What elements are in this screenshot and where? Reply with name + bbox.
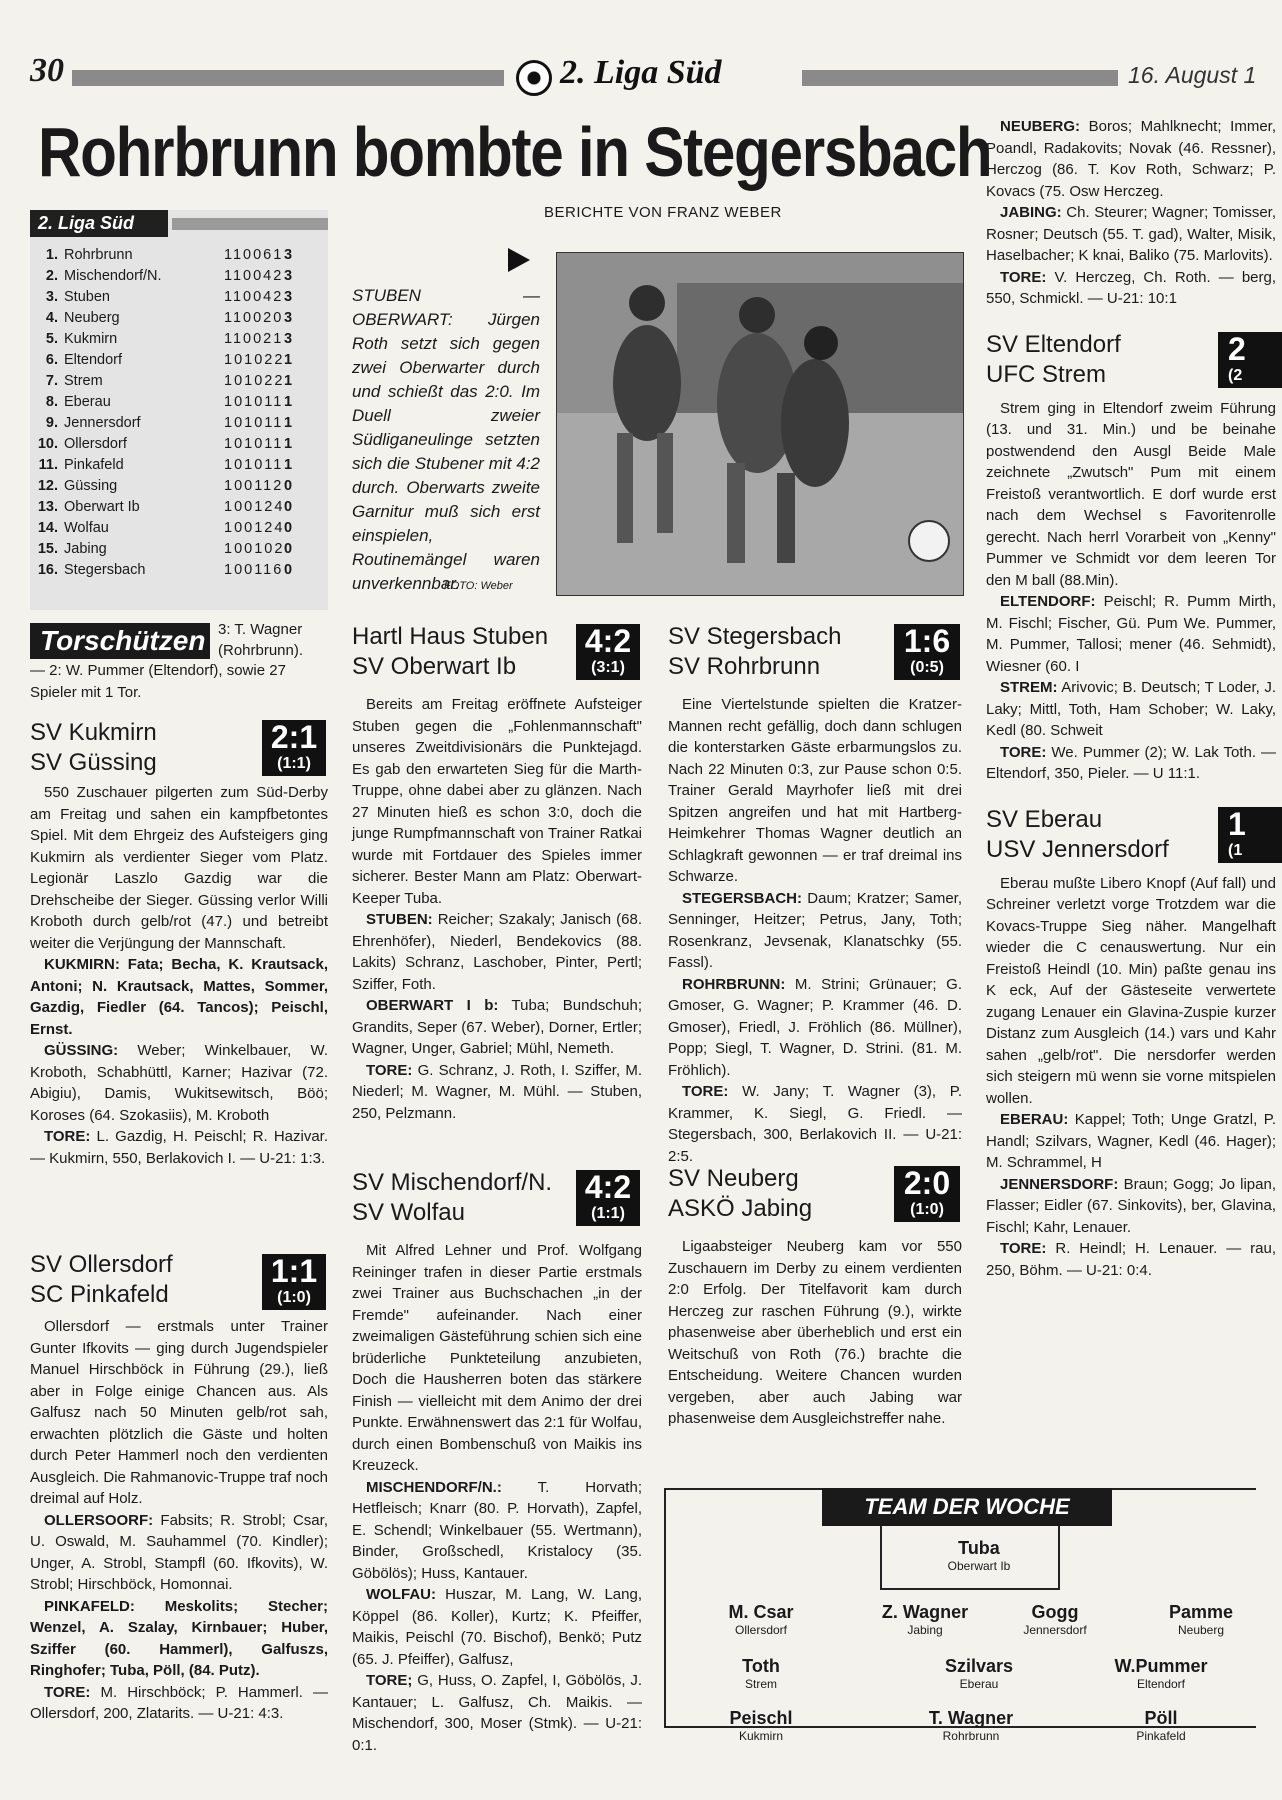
- football-icon: [516, 60, 552, 96]
- lineup-text: Kappel; Toth; Unge Gratzl, P. Handl; Szilvars, Wagner, Kedl (46. Hager); M. Schrammel, H: [986, 1111, 1276, 1171]
- section-title: 2. Liga Süd: [560, 54, 722, 91]
- lineup-text: Huszar, M. Lang, W. Lang, Köppel (86. Koller), Kurtz; K. Pfeiffer, Maikis, Peischl (70. Bischof), Benkö; Putz (65. J. Pfeiffer), Galfusz,: [352, 1586, 642, 1668]
- position: 14.: [37, 520, 58, 536]
- standings-row: [30, 371, 328, 392]
- lineup-text: Reicher; Szakaly; Janisch (68. Ehrenhöfer), Niederl, Bendekovics (88. Lakits) Schranz, Laschober, Pinter, Pertl; Sziffer, Foth.: [352, 911, 642, 993]
- lineup-label: ELTENDORF:: [1000, 593, 1096, 610]
- match-title: [986, 805, 1169, 865]
- lineup-label: OBERWART I b:: [366, 997, 499, 1014]
- final-score: 4:2: [584, 623, 632, 659]
- score-box: [576, 1170, 640, 1226]
- away-team: SV Oberwart Ib: [352, 653, 517, 680]
- team-stats: 110061: [224, 247, 284, 263]
- standings-row: [30, 497, 328, 518]
- team-stats: 101022: [224, 373, 285, 389]
- team-name: Stuben: [64, 289, 110, 305]
- goals-label: TORE:: [682, 1083, 729, 1100]
- standings-row: [30, 287, 328, 308]
- home-team: SV Eberau: [986, 805, 1103, 833]
- report-text: Ligaabsteiger Neuberg kam vor 550 Zuschauern im Derby zu einem verdienten 2:0 Erfolg. Der Titelfavorit kam durch Herczeg zur raschen Führung (9.), wirkte phasenweise aber überheblich und erst ein Weitschuß von Roth (76.) brachte die Entscheidung. Weitere Chancen wurden vergeben, aber auch Jabing war phasenweise dem Ausgleichstreffer nahe.: [668, 1238, 962, 1427]
- standings-table: [30, 210, 328, 610]
- position: 13.: [37, 499, 58, 515]
- match-report: [30, 782, 328, 1169]
- player-club: Pinkafeld: [1136, 1729, 1186, 1743]
- scorers-top-text: 3: T. Wagner (Rohrbrunn).: [218, 621, 304, 659]
- goals-text: R. Heindl; H. Lenauer. — rau, 250, Böhm. — U-21: 0:4.: [986, 1240, 1277, 1279]
- goals-label: TORE:: [1000, 1240, 1047, 1257]
- team-points: 0: [284, 499, 293, 515]
- lineup-text: Boros; Mahlknecht; Immer, Poandl, Radakovits; Novak (46. Ressner), Herczog (86. T. Kov Roth, Schwarz; P. Kovacs (75. Osw Herczeg.: [986, 118, 1276, 200]
- team-name: Wolfau: [64, 520, 109, 536]
- team-points: 1: [284, 436, 293, 452]
- team-name: Eberau: [64, 394, 111, 410]
- final-score: 4:2: [584, 1169, 632, 1205]
- report-text: Eine Viertelstunde spielten die Kratzer-Mannen recht gefällig, doch dann schlugen die konterstarken Gäste erbarmungslos zu. Nach 22 Minuten 0:3, zur Pause schon 0:5. Trainer Gerald Mayrhofer ließ mit drei Spitzen angreifen und hat mit Hartberg-Heimkehrer Thomas Wagner deutlich an Schlagkraft gewonnen — er traf dreimal ins Schwarze.: [668, 696, 962, 885]
- player-club: Ollersdorf: [734, 1623, 787, 1637]
- lineup-text: Arivovic; B. Deutsch; T Loder, J. Laky; Mittl, Toth, Ham Schober; W. Laky, Kedl (80. Schweit: [986, 679, 1277, 739]
- team-of-week-player: [706, 1656, 816, 1691]
- team-stats: 101011: [224, 457, 284, 473]
- match-ollersdorf-pinkafeld-title: [30, 1250, 173, 1310]
- final-score: 1:6: [903, 623, 951, 659]
- team-stats: 110020: [224, 310, 284, 326]
- lineup-text: Meskolits; Stecher; Wenzel, A. Szalay, Kirnbauer; Huber, Sziffer (60. Hammerl), Galfuszs, Ringhofer; Tuba, Pöll, (84. Putz).: [30, 1597, 329, 1679]
- team-points: 3: [284, 310, 293, 326]
- team-of-week-player: [706, 1602, 816, 1637]
- score-box: [1218, 807, 1282, 863]
- byline: BERICHTE VON FRANZ WEBER: [544, 204, 782, 221]
- team-points: 3: [284, 289, 293, 305]
- standings-row: [30, 560, 328, 581]
- right-column: [986, 116, 1277, 1716]
- scorers-title: Torschützen: [30, 623, 210, 659]
- player-name: Tuba: [958, 1538, 1000, 1558]
- player-name: Pöll: [1144, 1708, 1178, 1728]
- score-box: [894, 624, 960, 680]
- player-club: Kukmirn: [738, 1729, 783, 1743]
- goals-label: TORE:: [366, 1061, 413, 1079]
- home-team: SV Mischendorf/N.: [352, 1169, 553, 1196]
- team-of-week-player: [706, 1708, 816, 1743]
- half-time-score: (1:1): [277, 755, 311, 772]
- away-team: SV Wolfau: [352, 1199, 465, 1226]
- lineup-label: KUKMIRN:: [44, 956, 120, 973]
- match-title: [986, 330, 1121, 390]
- lineup-label: MISCHENDORF/N.:: [366, 1478, 502, 1496]
- away-team: ASKÖ Jabing: [668, 1195, 813, 1222]
- home-team: SV Eltendorf: [986, 330, 1121, 358]
- player-club: Rohrbrunn: [942, 1729, 1000, 1743]
- player-club: Eberau: [959, 1677, 999, 1691]
- standings-row: [30, 476, 328, 497]
- team-name: Jabing: [64, 541, 107, 557]
- photo-illustration: [557, 253, 963, 595]
- away-team: USV Jennersdorf: [986, 835, 1169, 863]
- team-points: 0: [284, 520, 293, 536]
- match-report: [986, 873, 1276, 1282]
- lineup-label: STEGERSBACH:: [682, 889, 803, 907]
- team-points: 3: [284, 247, 293, 263]
- team-stats: 100116: [224, 562, 284, 578]
- goals-text: W. Jany; T. Wagner (3), P. Krammer, K. Siegl, G. Friedl. — Stegersbach, 300, Berlakovich II. — U-21: 2:5.: [668, 1083, 963, 1165]
- match-photo: [556, 252, 964, 596]
- report-text: Bereits am Freitag eröffnete Aufsteiger Stuben gegen die „Fohlenmannschaft" unseres Zweitdivisionärs die Punktejagd. Es gab den erwarteten Sieg für die Marth-Truppe, ohne dabei aber zu glänzen. Nach 27 Minuten hieß es schon 3:0, doch die junge Rumpfmannschaft von Trainer Ratkai wurde mit Fortdauer des Spieles immer sicherer. Bester Mann am Platz: Oberwart-Keeper Tuba.: [352, 696, 642, 907]
- lineup-label: STUBEN:: [366, 911, 433, 928]
- half-time-score: (1:0): [910, 1201, 944, 1218]
- lineup-label: JENNERSDORF:: [1000, 1175, 1119, 1193]
- header-rule-right: [802, 70, 1118, 86]
- away-team: UFC Strem: [986, 360, 1106, 388]
- lineup-label: EBERAU:: [1000, 1111, 1069, 1128]
- goals-text: We. Pummer (2); W. Lak Toth. — Eltendorf, 350, Pieler. — U 11:1.: [986, 743, 1276, 782]
- player-name: Gogg: [1031, 1602, 1079, 1622]
- position: 2.: [45, 268, 58, 284]
- team-points: 1: [284, 457, 293, 473]
- team-name: Jennersdorf: [64, 415, 141, 431]
- lineup-text: Peischl; R. Pumm Mirth, M. Fischl; Fischer, Gü. Pum We. Pummer, M. Pummer, Tallosi; mener (46. Sehmidt), Wiesner (60. I: [986, 593, 1276, 675]
- team-points: 0: [284, 541, 293, 557]
- team-name: Güssing: [64, 478, 118, 494]
- match-eberau-jennersdorf-header: [986, 799, 1254, 873]
- standings-row: [30, 413, 328, 434]
- team-name: Oberwart Ib: [64, 499, 140, 515]
- lineup-label: NEUBERG:: [1000, 118, 1081, 135]
- half-time-score: (1: [1228, 841, 1243, 859]
- goals-label: TORE:: [1000, 268, 1047, 286]
- half-time-score: (3:1): [591, 659, 625, 676]
- team-points: 1: [284, 415, 293, 431]
- player-name: M. Csar: [728, 1602, 794, 1622]
- standings-title-rule: [172, 218, 328, 230]
- away-team: SV Rohrbrunn: [668, 653, 821, 680]
- player-club: Oberwart Ib: [947, 1559, 1011, 1573]
- team-stats: 100102: [224, 541, 285, 557]
- headline-wrap: [38, 112, 1038, 192]
- player-name: W.Pummer: [1114, 1656, 1208, 1676]
- home-team: SV Ollersdorf: [30, 1251, 173, 1278]
- lineup-text: Fabsits; R. Strobl; Csar, U. Oswald, M. Sauhammel (70. Kindler); Unger, A. Strobl, Stampfl (60. Ifkovits), W. Strobl; Hirschböck, Homonnai.: [30, 1511, 328, 1593]
- team-stats: 110021: [224, 331, 284, 347]
- final-score: 2: [1228, 330, 1246, 367]
- team-of-week-title: TEAM DER WOCHE: [822, 1488, 1112, 1526]
- standings-title: 2. Liga Süd: [30, 210, 168, 237]
- position: 12.: [37, 478, 58, 494]
- match-report: [30, 1316, 328, 1725]
- photo-caption: STUBEN — OBERWART: Jürgen Roth setzt sich gegen zwei Oberwarter durch und schießt das 2:0. Im Duell zweier Südliganeulinge setzten sich die Stubener mit 4:2 durch. Oberwarts zweite Garnitur muß sich erst einspielen, Routinemängel waren unverkennbar.: [352, 286, 540, 593]
- team-stats: 110042: [224, 289, 284, 305]
- goals-label: TORE:: [1000, 743, 1047, 761]
- team-stats: 110042: [224, 268, 284, 284]
- position: 11.: [38, 457, 58, 473]
- goals-text: G, Huss, O. Zapfel, I, Göbölös, J. Kantauer; L. Galfusz, Ch. Maikis. — Mischendorf, 300, Moser (Stmk). — U-21: 0:1.: [352, 1672, 642, 1754]
- position: 7.: [45, 373, 58, 389]
- player-name: Z. Wagner: [881, 1602, 969, 1622]
- standings-row: [30, 455, 328, 476]
- goals-label: TORE;: [366, 1672, 413, 1689]
- goals-label: TORE:: [44, 1683, 91, 1701]
- player-name: Peischl: [729, 1708, 793, 1728]
- final-score: 1:1: [270, 1253, 318, 1289]
- team-of-week-player: [870, 1602, 980, 1637]
- player-name: T. Wagner: [928, 1708, 1014, 1728]
- lineup-text: Tuba; Bundschuh; Grandits, Seper (67. Weber), Dorner, Ertler; Wagner, Unger, Gabriel; Mühl, Nemeth.: [352, 997, 642, 1057]
- team-name: Rohrbrunn: [64, 247, 133, 263]
- photo-credit: FOTO: Weber: [444, 580, 513, 592]
- position: 10.: [37, 436, 58, 452]
- team-stats: 101022: [224, 352, 285, 368]
- lineup-label: WOLFAU:: [366, 1586, 436, 1603]
- position: 3.: [45, 289, 58, 305]
- score-box: [1218, 332, 1282, 388]
- score-box: [894, 1166, 960, 1222]
- team-name: Stegersbach: [64, 562, 146, 578]
- team-stats: 100112: [224, 478, 284, 494]
- standings-row: [30, 329, 328, 350]
- lineup-label: STREM:: [1000, 679, 1058, 696]
- team-name: Eltendorf: [64, 352, 123, 368]
- team-name: Pinkafeld: [64, 457, 124, 473]
- report-text: Eberau mußte Libero Knopf (Auf fall) und Schreiner verletzt vorge Trotzdem war die Kovacs-Truppe Sieg näher. Mangelhaft wieder die C cenauswertung. Nur ein Freistoß Heindl (10. Min) paßte genau ins K eck, Auf der Gästeseite verwertete zugang Lenauer ein Glavina-Zuspie kurzer Distanz zum Ausgleich (14.) vars und Kahr sahen „gelb/rot". Die nersdorfer werden sich steigern mü wenn sie vorne mitspielen wollen.: [986, 874, 1276, 1107]
- lineup-label: ROHRBRUNN:: [682, 975, 786, 993]
- final-score: 2:1: [270, 719, 318, 755]
- half-time-score: (1:1): [591, 1205, 625, 1222]
- standings-row: [30, 266, 328, 287]
- lineup-text: M. Strini; Grünauer; G. Gmoser, G. Wagner; P. Krammer (46. D. Gmoser), Friedl, J. Fröhlich (86. Müllner), Popp; Siegl, T. Wagner, D. Strini. (81. M. Fröhlich).: [668, 975, 962, 1079]
- team-name: Neuberg: [64, 310, 120, 326]
- report-text: Ollersdorf — erstmals unter Trainer Gunter Ifkovits — ging durch Jugendspieler Manuel Hirschböck in Führung (29.), ließ aber in Folge einige Chancen aus. Als Galfusz nach 50 Minuten gelb/rot sah, erwachten plötzlich die Gäste und holten durch Peter Hammerl noch den verdienten Ausgleich. Die Rahmanovic-Truppe traf noch dreimal auf Holz.: [30, 1318, 328, 1507]
- final-score: 2:0: [903, 1165, 951, 1201]
- team-points: 3: [284, 268, 293, 284]
- match-report: [668, 694, 962, 1167]
- team-stats: 101011: [224, 415, 284, 431]
- match-stuben-oberwart-title: [352, 622, 548, 682]
- team-stats: 101011: [224, 436, 284, 452]
- home-team: Hartl Haus Stuben: [352, 623, 549, 650]
- match-report: [352, 694, 642, 1124]
- away-team: SV Güssing: [30, 749, 157, 776]
- home-team: SV Stegersbach: [668, 623, 842, 650]
- page-number: 30: [30, 52, 64, 89]
- neuberg-lineups: [986, 116, 1276, 310]
- match-eltendorf-strem-header: [986, 324, 1254, 398]
- team-points: 0: [284, 562, 293, 578]
- header-rule-left: [72, 70, 504, 86]
- home-team: SV Kukmirn: [30, 719, 157, 746]
- team-stats: 100124: [224, 499, 285, 515]
- team-points: 3: [284, 331, 293, 347]
- scorers-text: — 2: W. Pummer (Eltendorf), sowie 27 Spieler mit 1 Tor.: [30, 662, 286, 701]
- score-box: [262, 1254, 326, 1310]
- goals-text: G. Schranz, J. Roth, I. Sziffer, M. Niederl; M. Wagner, M. Mühl. — Stuben, 250, Pelzmann.: [352, 1061, 642, 1122]
- report-text: 550 Zuschauer pilgerten zum Süd-Derby am Freitag und sahen ein kampfbetontes Spiel. Mit dem Ehrgeiz des Aufsteigers ging Kukmirn als verdienter Sieger vom Platz. Legionär Laszlo Gazdig war die Drehscheibe der Sieger. Güssing verlor Willi Kroboth durch gelb/rot (47.) und betreibt weiter die Verjüngung der Mannschaft.: [30, 784, 328, 952]
- standings-row: [30, 392, 328, 413]
- player-name: Szilvars: [944, 1656, 1014, 1676]
- team-points: 1: [284, 352, 293, 368]
- lineup-text: Braun; Gogg; Jo lipan, Flasser; Eidler (67. Sinkovits), ber, Glavina, Fischl; Kahr, Lenauer.: [986, 1175, 1276, 1236]
- match-neuberg-jabing-title: [668, 1164, 812, 1224]
- issue-date: 16. August 1: [1128, 62, 1257, 88]
- player-club: Strem: [744, 1677, 777, 1691]
- goals-text: M. Hirschböck; P. Hammerl. — Ollersdorf, 200, Zlatarits. — U-21: 4:3.: [30, 1683, 329, 1722]
- position: 8.: [45, 394, 58, 410]
- lineup-label: OLLERSOORF:: [44, 1511, 154, 1529]
- match-stegersbach-rohrbrunn-title: [668, 622, 841, 682]
- goals-label: TORE:: [44, 1128, 91, 1145]
- position: 9.: [45, 415, 58, 431]
- player-name: Toth: [742, 1656, 780, 1676]
- lineup-label: JABING:: [1000, 204, 1062, 221]
- team-name: Ollersdorf: [64, 436, 127, 452]
- score-box: [262, 720, 326, 776]
- half-time-score: (2: [1228, 366, 1243, 384]
- position: 6.: [45, 352, 58, 368]
- player-club: Jabing: [907, 1623, 943, 1637]
- lineup-label: GÜSSING:: [44, 1042, 119, 1059]
- team-name: Strem: [64, 373, 103, 389]
- standings-row: [30, 518, 328, 539]
- standings-row: [30, 245, 328, 266]
- lineup-text: Ch. Steurer; Wagner; Tomisser, Rosner; Deutsch (55. T. gad), Walter, Misik, Haselbacher; K knai, Baliko (75. Marlovits).: [986, 204, 1276, 264]
- goals-text: V. Herczeg, Ch. Roth. — berg, 550, Schmickl. — U-21: 10:1: [986, 268, 1277, 307]
- match-mischendorf-wolfau-title: [352, 1168, 552, 1228]
- position: 5.: [45, 331, 58, 347]
- team-stats: 101011: [224, 394, 284, 410]
- away-team: SC Pinkafeld: [30, 1281, 169, 1308]
- standings-row: [30, 539, 328, 560]
- headline: Rohrbrunn bombte in Stegersbach: [38, 113, 992, 191]
- report-text: Mit Alfred Lehner und Prof. Wolfgang Reininger trafen in dieser Partie erstmals zwei Trainer aus Buchschachen „in der Fremde" aufeinander. Nach einer zweimaligen Gästeführung schien sich eine brüderliche Punkteteilung anzubieten, Doch die Hausherren boten das stärkere Finish — vielleicht mit dem Animo der drei Punkte. Erwähnenswert das 2:1 für Wolfau, durch einen Bombenschuß von Maikis ins Kreuzeck.: [352, 1242, 642, 1474]
- team-points: 1: [284, 394, 293, 410]
- position: 15.: [37, 541, 58, 557]
- team-name: Kukmirn: [64, 331, 118, 347]
- team-points: 0: [284, 478, 293, 494]
- standings-rows: [30, 237, 328, 581]
- half-time-score: (1:0): [277, 1289, 311, 1306]
- position: 16.: [37, 562, 58, 578]
- standings-row: [30, 434, 328, 455]
- match-kukmirn-guessing-title: [30, 718, 157, 778]
- goals-text: L. Gazdig, H. Peischl; R. Hazivar. — Kukmirn, 550, Berlakovich I. — U-21: 1:3.: [30, 1128, 329, 1167]
- lineup-text: Fata; Becha, K. Krautsack, Antoni; N. Krautsack, Mattes, Sommer, Gazdig, Fiedler (64. Tancos); Peischl, Ernst.: [30, 956, 328, 1038]
- match-report: [986, 398, 1276, 785]
- score-box: [576, 624, 640, 680]
- standings-row: [30, 308, 328, 329]
- home-team: SV Neuberg: [668, 1165, 799, 1192]
- half-time-score: (0:5): [910, 659, 944, 676]
- report-text: Strem ging in Eltendorf zweim Führung (13. und 31. Min.) und be beinahe postwendend den Ausgl Beide Male zeichnete „Zwutsch" Pum mit einem Freistoß verantwortlich. E dorf wurde erst nach dem Wechsel s Favoritenrolle gerecht. Nach herrl Vorarbeit von „Kenny" Pummer ve Schmidt vor dem leeren Tor den M ball (88.Min).: [986, 399, 1276, 589]
- position: 4.: [45, 310, 58, 326]
- match-report: [352, 1240, 642, 1756]
- match-report: [668, 1236, 962, 1430]
- player-club: Eltendorf: [1136, 1677, 1186, 1691]
- lineup-text: T. Horvath; Hetfleisch; Knarr (80. P. Horvath), Zapfel, E. Schendl; Winkelbauer (55. Wertmann), Binder, Großschedl, Kristalocy (35. Göbölös); Huss, Kantauer.: [352, 1478, 642, 1582]
- lineup-text: Weber; Winkelbauer, W. Kroboth, Schabhüttl, Karner; Hazivar (72. Abigiu), Damis, Wukitsewitsch, Böö; Koroses (64. Szokasiis), M. Kroboth: [30, 1042, 329, 1124]
- final-score: 1: [1228, 805, 1246, 842]
- team-stats: 100124: [224, 520, 285, 536]
- team-points: 1: [284, 373, 293, 389]
- team-name: Mischendorf/N.: [64, 268, 162, 284]
- lineup-label: PINKAFELD:: [44, 1597, 135, 1615]
- arrow-icon: [508, 248, 530, 272]
- player-club: Neuberg: [1177, 1623, 1225, 1637]
- lineup-text: Daum; Kratzer; Samer, Senninger, Heitzer; Petrus, Jany, Toth; Rosenkranz, Jevsenak, Klanatschky (55. Fassl).: [668, 889, 962, 971]
- player-name: Pamme: [1168, 1602, 1234, 1622]
- position: 1.: [45, 247, 58, 263]
- standings-row: [30, 350, 328, 371]
- player-club: Jennersdorf: [1023, 1623, 1087, 1637]
